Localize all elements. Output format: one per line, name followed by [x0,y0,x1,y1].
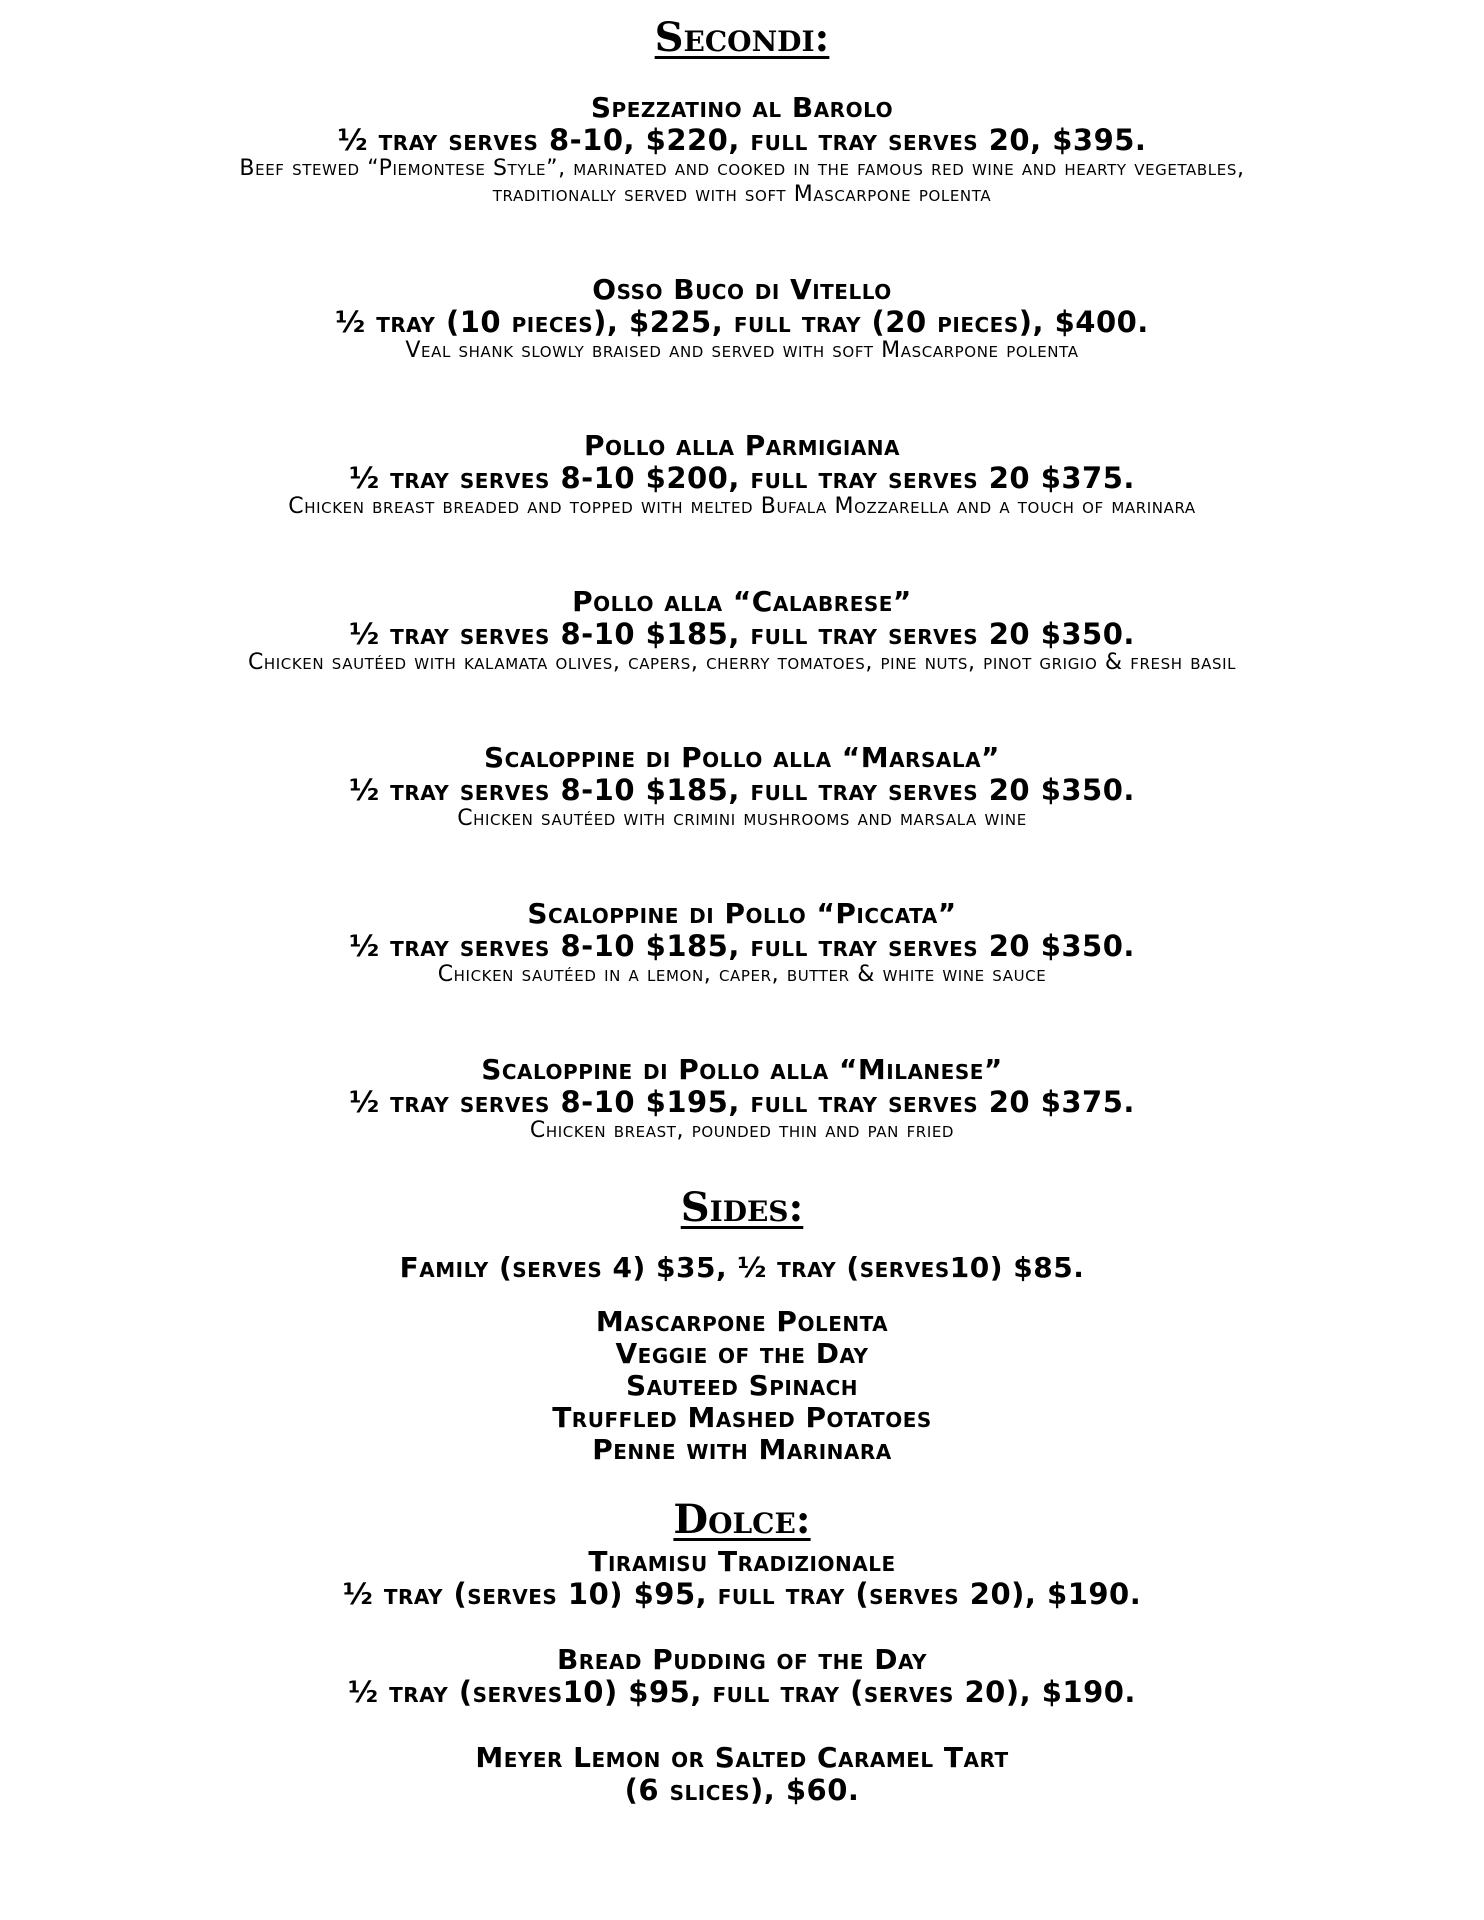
dish-price: ½ tray serves 8-10 $185, full tray serves 20 $350. [349,773,1135,807]
dish-price: ½ tray serves 8-10 $200, full tray serves 20 $375. [349,461,1135,495]
dish-description: Veal shank slowly braised and served with soft Mascarpone polenta [405,338,1079,363]
dish-osso-buco [0,274,1484,364]
dish-name: Spezzatino al Barolo [590,91,894,124]
dish-name: Pollo alla Parmigiana [583,429,901,462]
dish-name: Scaloppine di Pollo alla “Marsala” [484,741,1000,774]
list-item: Penne with Marinara [592,1433,892,1466]
dish-price: ½ tray serves 8-10 $185, full tray serves 20 $350. [349,929,1135,963]
sides-pricing [0,1252,1484,1284]
dish-description: Chicken breast, pounded thin and pan fried [529,1118,955,1143]
dolce-tart [0,1742,1484,1806]
section-title-secondi: Secondi: [654,14,830,61]
dish-name: Scaloppine di Pollo “Piccata” [527,897,957,930]
dish-parmigiana [0,430,1484,520]
section-title-dolce: Dolce: [673,1496,811,1543]
dolce-tiramisu [0,1546,1484,1610]
sides-header [0,1184,1484,1232]
dish-name: Pollo alla “Calabrese” [572,585,912,618]
dolce-bread-pudding [0,1644,1484,1708]
dish-price: ½ tray (serves10) $95, full tray (serves 20), $190. [348,1675,1136,1709]
dish-name: Bread Pudding of the Day [556,1643,928,1676]
dish-price: ½ tray (10 pieces), $225, full tray (20 pieces), $400. [335,305,1149,339]
sides-list [0,1306,1484,1466]
dish-price: ½ tray serves 8-10 $185, full tray serves 20 $350. [349,617,1135,651]
secondi-header [0,14,1484,62]
dish-description: Chicken sautéed in a lemon, caper, butter & white wine sauce [437,962,1047,987]
dish-name: Osso Buco di Vitello [592,273,892,306]
dish-description: Chicken breast breaded and topped with melted Bufala Mozzarella and a touch of marinara [288,494,1196,519]
dish-name: Meyer Lemon or Salted Caramel Tart [475,1741,1009,1774]
dish-name: Tiramisu Tradizionale [588,1545,896,1578]
list-item: Sauteed Spinach [626,1369,858,1402]
dish-marsala [0,742,1484,832]
dish-description: Chicken sautéed with kalamata olives, capers, cherry tomatoes, pine nuts, pinot grigio & fresh basil [247,650,1237,675]
dish-calabrese [0,586,1484,676]
dish-description: Chicken sautéed with crimini mushrooms and marsala wine [457,806,1027,831]
dish-price: ½ tray serves 8-10, $220, full tray serves 20, $395. [337,123,1147,157]
dish-piccata [0,898,1484,988]
dish-description: traditionally served with soft Mascarpone polenta [492,182,992,207]
dish-description: Beef stewed “Piemontese Style”, marinated and cooked in the famous red wine and hearty vegetables, [239,156,1245,181]
dish-spezzatino [0,92,1484,208]
dish-price: (6 slices), $60. [624,1773,860,1807]
dolce-header [0,1496,1484,1544]
dish-milanese [0,1054,1484,1144]
list-item: Truffled Mashed Potatoes [552,1401,932,1434]
section-title-sides: Sides: [680,1184,804,1231]
list-item: Mascarpone Polenta [595,1305,889,1338]
list-item: Veggie of the Day [615,1337,869,1370]
dish-price: ½ tray serves 8-10 $195, full tray serves 20 $375. [349,1085,1135,1119]
sides-pricing-text: Family (serves 4) $35, ½ tray (serves10) $85. [399,1251,1085,1284]
dish-price: ½ tray (serves 10) $95, full tray (serves 20), $190. [342,1577,1142,1611]
dish-name: Scaloppine di Pollo alla “Milanese” [481,1053,1003,1086]
